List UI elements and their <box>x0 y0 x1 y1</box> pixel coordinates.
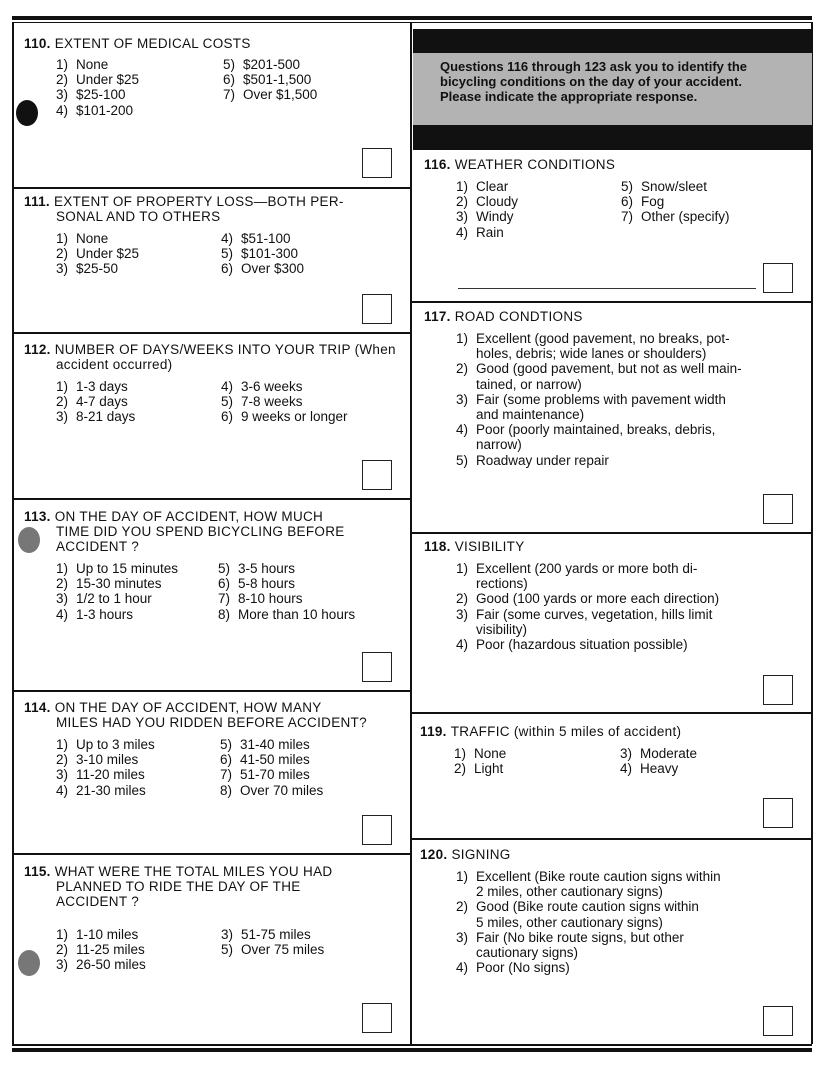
option: 2) Good (good pavement, but not as well main- <box>456 361 742 377</box>
divider <box>12 332 410 334</box>
question-110-options-left <box>56 57 139 118</box>
question-112-heading: 112. NUMBER OF DAYS/WEEKS INTO YOUR TRIP (When accident occurred) <box>24 342 396 372</box>
option: 3) Fair (some curves, vegetation, hills limit <box>456 606 713 622</box>
question-114-options-left <box>56 737 155 798</box>
option-continuation: holes, debris; wide lanes or shoulders) <box>476 346 707 362</box>
divider <box>410 301 812 303</box>
question-number: 110. <box>24 36 51 51</box>
option: 4) 21-30 miles <box>56 782 146 798</box>
left-border <box>12 22 14 1044</box>
option: 1) Up to 15 minutes <box>56 561 179 576</box>
option: 3) $25-50 <box>56 261 119 277</box>
answer-box-117[interactable] <box>763 494 793 524</box>
option: 7) Other (specify) <box>621 209 730 225</box>
answer-box-114[interactable] <box>362 815 392 845</box>
option: 6) Over $300 <box>221 261 305 277</box>
option: 6) Fog <box>621 194 665 210</box>
question-110-heading <box>24 36 251 51</box>
option: 1) Excellent (200 yards or more both di- <box>456 561 698 576</box>
bottom-rule <box>12 1044 812 1046</box>
option: 1) None <box>56 231 109 246</box>
option: 8) Over 70 miles <box>220 782 324 798</box>
answer-box-116[interactable] <box>763 263 793 293</box>
question-116-heading: 116. WEATHER CONDITIONS <box>424 157 616 172</box>
question-119-options-right <box>620 746 697 776</box>
question-119-heading: 119. TRAFFIC (within 5 miles of accident) <box>420 724 682 739</box>
option: 2) Light <box>454 761 504 777</box>
option: 1) Excellent (Bike route caution signs within <box>456 869 721 884</box>
option: 3) 8-21 days <box>56 409 136 425</box>
option: 2) Good (100 yards or more each direction) <box>456 591 720 607</box>
option: 3) 51-75 miles <box>221 927 311 942</box>
option: 4) Heavy <box>620 761 679 777</box>
question-110-options-right <box>223 57 317 103</box>
option: 7) 51-70 miles <box>220 767 310 783</box>
option: 5) 3-5 hours <box>218 561 296 576</box>
question-115-options-right <box>221 927 324 957</box>
option: 4) $51-100 <box>221 231 291 246</box>
divider <box>410 532 812 534</box>
option: 5) Roadway under repair <box>456 452 609 468</box>
option: 1) Up to 3 miles <box>56 737 155 752</box>
option-continuation: rections) <box>476 576 528 592</box>
option: 6) 5-8 hours <box>218 576 296 592</box>
divider <box>12 498 410 500</box>
question-117-options <box>456 331 742 468</box>
option: 4) 3-6 weeks <box>221 379 303 394</box>
answer-box-119[interactable] <box>763 798 793 828</box>
question-112-options-left <box>56 379 135 425</box>
option: 6) 9 weeks or longer <box>221 409 348 425</box>
option: 5) 31-40 miles <box>220 737 310 752</box>
question-113-options-left <box>56 561 178 622</box>
question-119-options-left <box>454 746 506 776</box>
option: 5) 7-8 weeks <box>221 394 303 410</box>
option: 6) $501-1,500 <box>223 72 312 88</box>
option: 4) Rain <box>456 224 504 240</box>
divider <box>12 690 410 692</box>
intro-text: Questions 116 through 123 ask you to identify the bicycling conditions on the day of your accident. Please indicate the appropriate response. <box>440 59 748 104</box>
question-111-options-left <box>56 231 139 277</box>
divider <box>410 838 812 840</box>
option: 5) $101-300 <box>221 246 299 262</box>
question-111-options-right <box>221 231 304 277</box>
option: 6) 41-50 miles <box>220 752 310 768</box>
binder-punch-hole <box>16 100 38 126</box>
question-114-heading: 114. ON THE DAY OF ACCIDENT, HOW MANY MILES HAD YOU RIDDEN BEFORE ACCIDENT? <box>24 700 367 730</box>
option: 5) Over 75 miles <box>221 942 325 958</box>
option: 3) Fair (some problems with pavement width <box>456 391 726 407</box>
option: 3) Moderate <box>620 746 698 761</box>
option: 2) 15-30 minutes <box>56 576 162 592</box>
question-116-options-right <box>621 179 730 225</box>
top-rule-thin <box>12 22 812 23</box>
option: 3) $25-100 <box>56 87 126 103</box>
question-118-options <box>456 561 719 652</box>
option: 3) 11-20 miles <box>56 767 145 783</box>
question-117-heading: 117. ROAD CONDTIONS <box>424 309 583 324</box>
specify-input-line[interactable] <box>458 288 756 289</box>
question-114-options-right <box>220 737 323 798</box>
option: 5) $201-500 <box>223 57 301 72</box>
answer-box-113[interactable] <box>362 652 392 682</box>
option-continuation: tained, or narrow) <box>476 376 582 392</box>
question-113-options-right <box>218 561 355 622</box>
option: 1) Clear <box>456 179 509 194</box>
divider <box>410 712 812 714</box>
option: 7) Over $1,500 <box>223 87 318 103</box>
option: 3) 26-50 miles <box>56 957 146 973</box>
option-continuation: 2 miles, other cautionary signs) <box>476 884 663 900</box>
option: 1) 1-10 miles <box>56 927 139 942</box>
question-120-options <box>456 869 721 975</box>
answer-box-120[interactable] <box>763 1006 793 1036</box>
option: 1) Excellent (good pavement, no breaks, pot- <box>456 331 730 346</box>
question-116-options-left <box>456 179 518 240</box>
option: 5) Snow/sleet <box>621 179 708 194</box>
bottom-rule-thick <box>12 1048 812 1052</box>
question-118-heading: 118. VISIBILITY <box>424 539 525 554</box>
option: 2) Under $25 <box>56 72 140 88</box>
option: 3) 1/2 to 1 hour <box>56 591 152 607</box>
top-rule <box>12 16 812 20</box>
divider <box>12 187 410 189</box>
option: 7) 8-10 hours <box>218 591 303 607</box>
answer-box-115[interactable] <box>362 1003 392 1033</box>
question-112-options-right <box>221 379 348 425</box>
option: 2) Cloudy <box>456 194 519 210</box>
option: 3) Windy <box>456 209 514 225</box>
option-continuation: cautionary signs) <box>476 945 579 961</box>
question-title: EXTENT OF MEDICAL COSTS <box>54 36 251 51</box>
option: 4) $101-200 <box>56 102 134 118</box>
question-113-heading: 113. ON THE DAY OF ACCIDENT, HOW MUCH TIME DID YOU SPEND BICYCLING BEFORE ACCIDENT ? <box>24 509 345 554</box>
option: 2) 11-25 miles <box>56 942 145 958</box>
option-continuation: 5 miles, other cautionary signs) <box>476 914 663 930</box>
option: 3) Fair (No bike route signs, but other <box>456 929 684 945</box>
option: 1) None <box>56 57 109 72</box>
option: 2) Good (Bike route caution signs within <box>456 899 699 915</box>
answer-box-110[interactable] <box>362 148 392 178</box>
binder-punch-hole <box>18 950 40 976</box>
option: 1) 1-3 days <box>56 379 128 394</box>
question-111-heading: 111. EXTENT OF PROPERTY LOSS—BOTH PER- SONAL AND TO OTHERS <box>24 194 344 224</box>
option: 4) Poor (No signs) <box>456 960 570 976</box>
option-continuation: and maintenance) <box>476 407 585 423</box>
question-115-heading: 115. WHAT WERE THE TOTAL MILES YOU HAD PLANNED TO RIDE THE DAY OF THE ACCIDENT ? <box>24 864 333 909</box>
option: 4) Poor (poorly maintained, breaks, debris, <box>456 422 716 438</box>
answer-box-111[interactable] <box>362 294 392 324</box>
option-continuation: narrow) <box>476 437 522 453</box>
answer-box-112[interactable] <box>362 460 392 490</box>
option: 4) 1-3 hours <box>56 606 134 622</box>
option: 1) None <box>454 746 507 761</box>
question-120-heading: 120. SIGNING <box>420 847 511 862</box>
option: 8) More than 10 hours <box>218 606 356 622</box>
option: 2) 3-10 miles <box>56 752 139 768</box>
option: 4) Poor (hazardous situation possible) <box>456 637 688 653</box>
option-continuation: visibility) <box>476 621 528 637</box>
question-115-options-left <box>56 927 146 973</box>
option: 2) Under $25 <box>56 246 140 262</box>
divider <box>12 853 410 855</box>
answer-box-118[interactable] <box>763 675 793 705</box>
option: 2) 4-7 days <box>56 394 128 410</box>
